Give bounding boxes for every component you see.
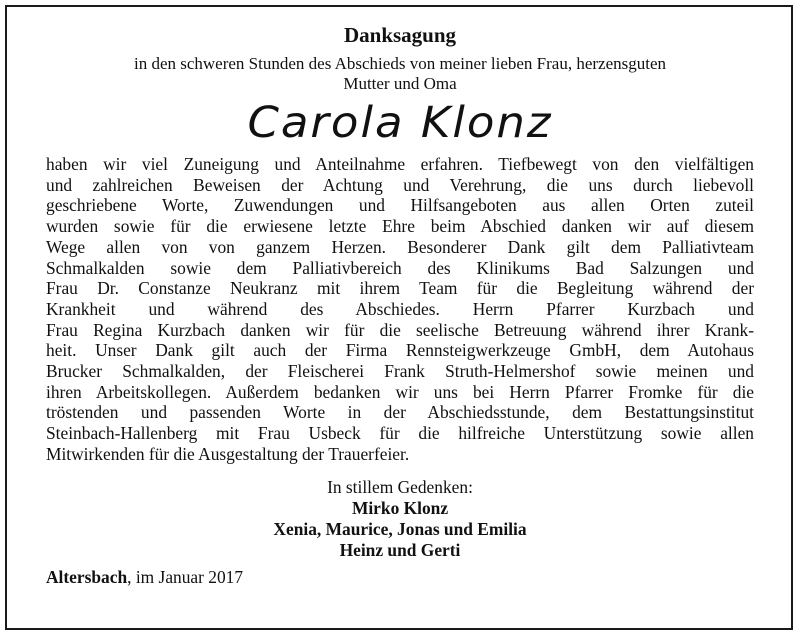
body-line: und zahlreichen Beweisen der Achtung und Verehrung, die uns durch liebevoll	[46, 174, 754, 195]
body-line: geschriebene Worte, Zuwendungen und Hilfsangeboten aus allen Orten zuteil	[46, 195, 754, 216]
body-line: Steinbach-Hallenberg mit Frau Usbeck für die hilfreiche Unterstützung sowie allen	[46, 423, 754, 444]
body-line: Schmalkalden sowie dem Palliativbereich des Klinikums Bad Salzungen und	[46, 257, 754, 278]
intro-line-2: Mutter und Oma	[343, 74, 457, 93]
body-line: ihren Arbeitskollegen. Außerdem bedanken wir uns bei Herrn Pfarrer Fromke für die	[46, 381, 754, 402]
body-line: heit. Unser Dank gilt auch der Firma Rennsteigwerkzeuge GmbH, dem Autohaus	[46, 340, 754, 361]
body-line: Frau Dr. Constanze Neukranz mit ihrem Team für die Begleitung während der	[46, 278, 754, 299]
signoff	[46, 477, 754, 561]
body-line: tröstenden und passenden Worte in der Abschiedsstunde, dem Bestattungsinstitut	[46, 402, 754, 423]
place-date	[46, 567, 754, 588]
signoff-line-3: Heinz und Gerti	[339, 539, 461, 560]
body-line: Frau Regina Kurzbach danken wir für die seelische Betreuung während ihrer Krank-	[46, 319, 754, 340]
deceased-name: Carola Klonz	[247, 97, 553, 148]
body-line: Krankheit und während des Abschiedes. Herrn Pfarrer Kurzbach und	[46, 298, 754, 319]
signoff-line-1: Mirko Klonz	[351, 497, 449, 518]
notice-body	[46, 154, 754, 465]
place: Altersbach	[46, 566, 128, 587]
intro-line-1: in den schweren Stunden des Abschieds von meiner lieben Frau, herzensguten	[133, 54, 667, 73]
notice-heading: Danksagung	[343, 23, 457, 47]
notice-content	[46, 22, 754, 588]
body-line: Wege allen von von ganzem Herzen. Besonderer Dank gilt dem Palliativteam	[46, 236, 754, 257]
signoff-line-2: Xenia, Maurice, Jonas und Emilia	[273, 518, 527, 539]
notice-intro	[46, 54, 754, 94]
body-line: wurden sowie für die erwiesene letzte Ehre beim Abschied danken wir auf diesem	[46, 216, 754, 237]
body-line: haben wir viel Zuneigung und Anteilnahme erfahren. Tiefbewegt von den vielfältigen	[46, 154, 754, 174]
body-line: Mitwirkenden für die Ausgestaltung der Trauerfeier.	[46, 443, 410, 464]
signoff-intro: In stillem Gedenken:	[327, 476, 473, 497]
body-line: Brucker Schmalkalden, der Fleischerei Frank Struth-Helmershof sowie meinen und	[46, 361, 754, 382]
date: , im Januar 2017	[127, 566, 244, 587]
